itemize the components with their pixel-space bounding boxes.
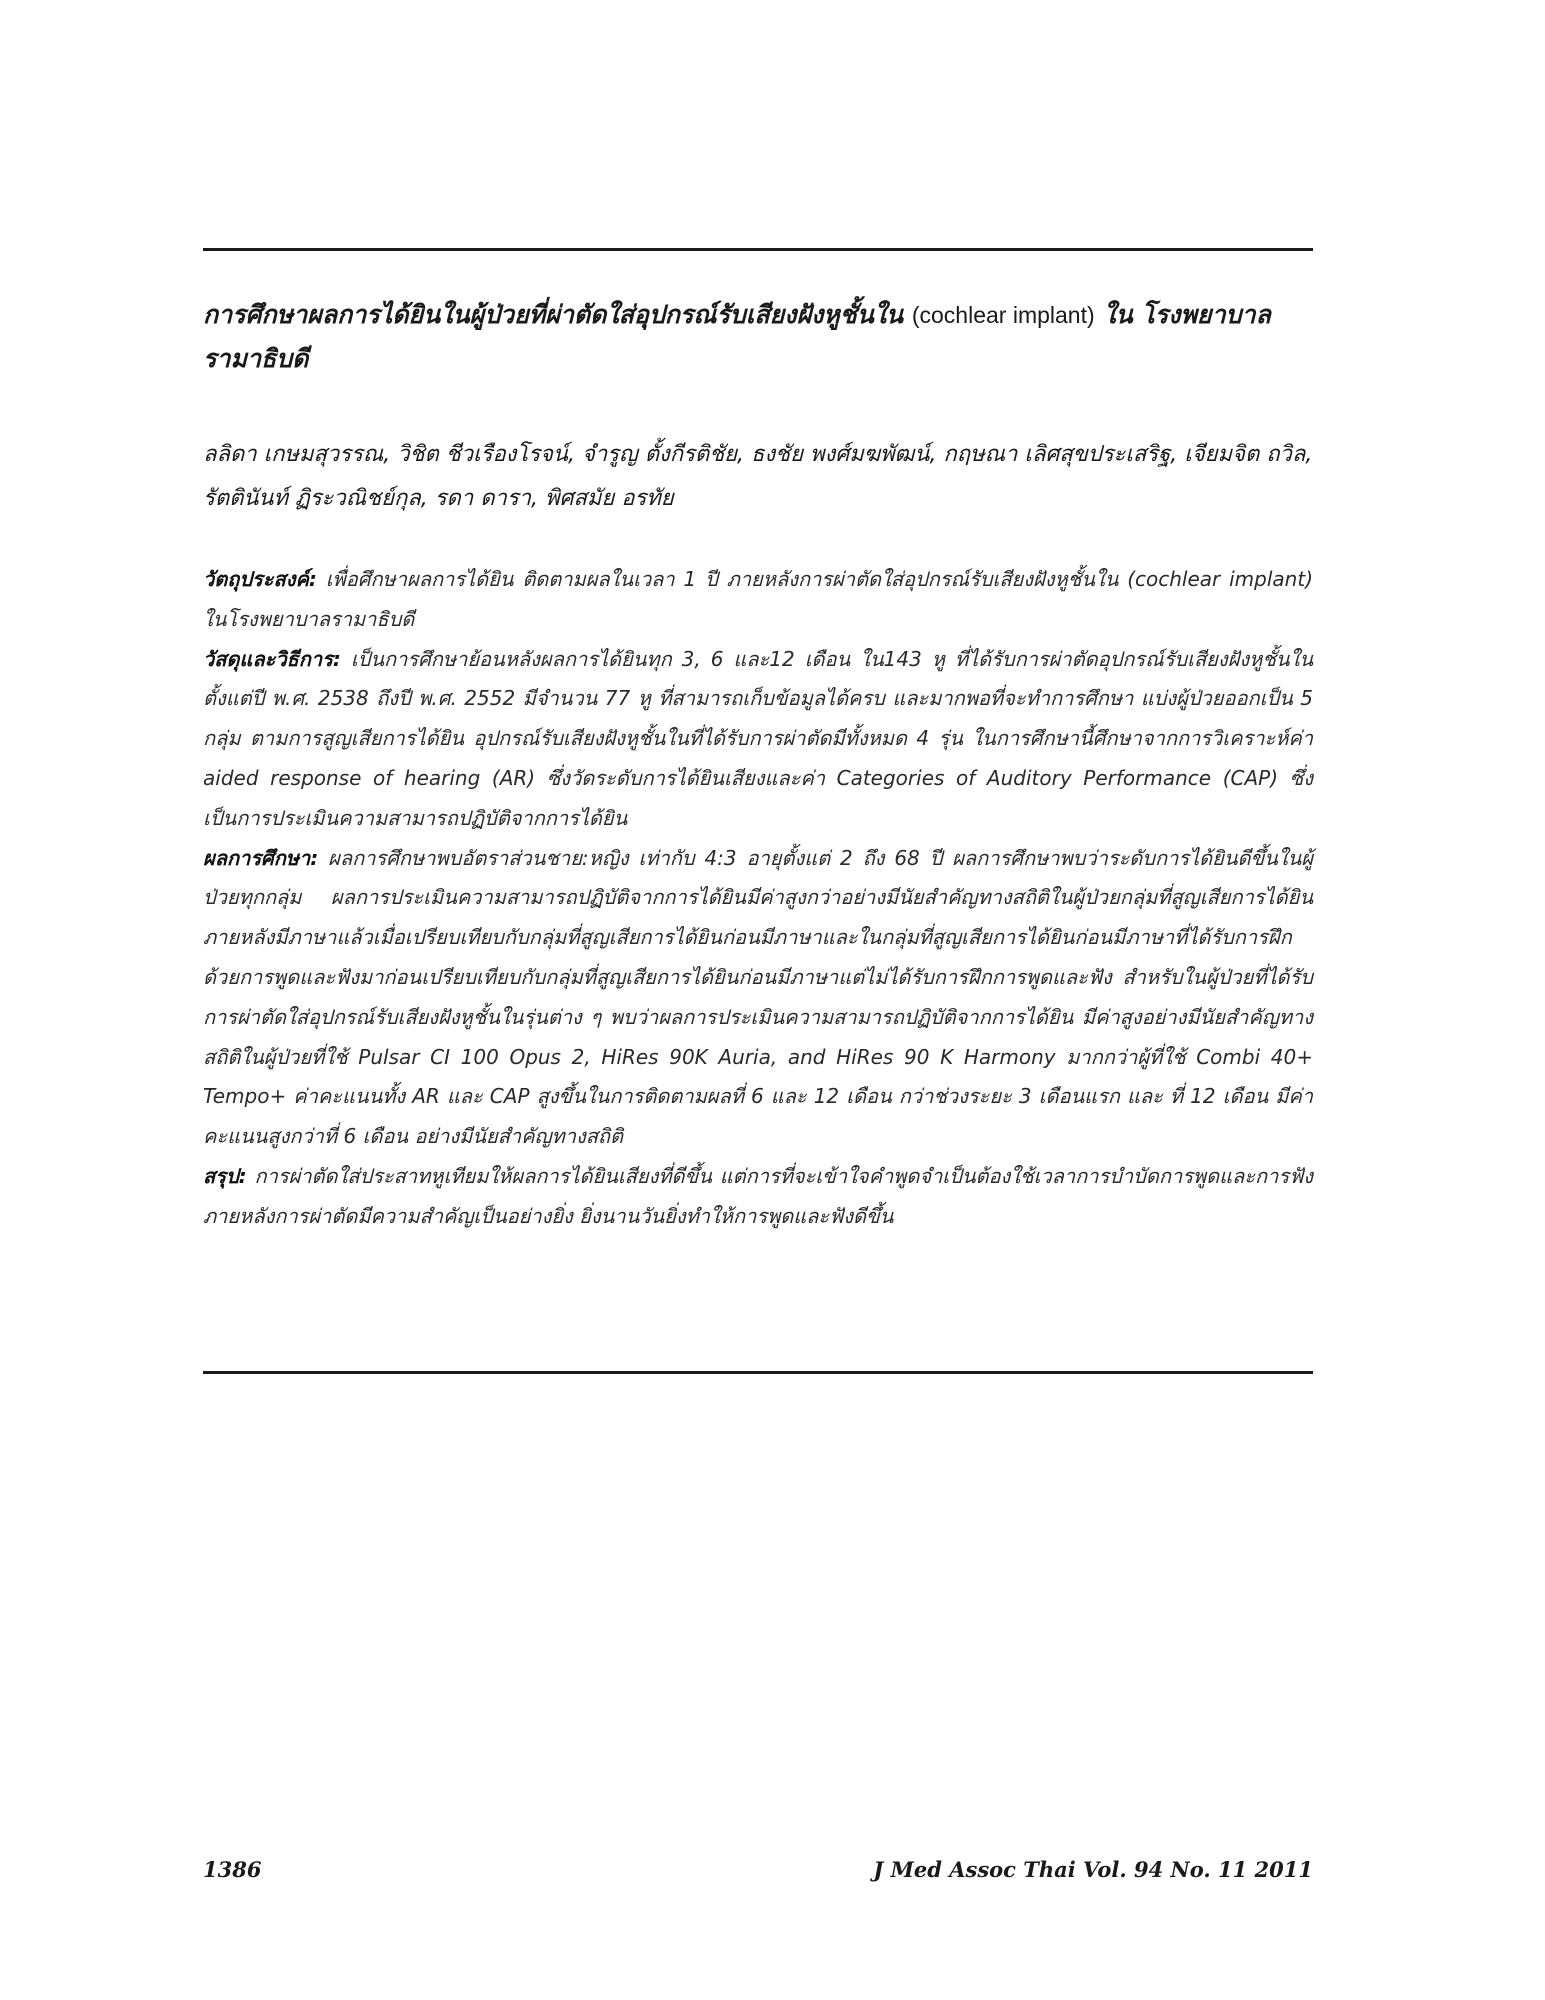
title-thai-part-1: การศึกษาผลการได้ยินในผู้ป่วยที่ผ่าตัดใส่อุปกรณ์รับเสียงฝังหูชั้นใน	[203, 300, 904, 329]
journal-citation: J Med Assoc Thai Vol. 94 No. 11 2011	[873, 1857, 1313, 1882]
methods-label: วัสดุและวิธีการ:	[203, 646, 341, 671]
abstract-methods	[203, 640, 1313, 839]
article-title	[203, 293, 1313, 381]
objective-label: วัตถุประสงค์:	[203, 567, 317, 591]
results-label: ผลการศึกษา:	[203, 845, 319, 870]
conclusion-label: สรุป:	[203, 1163, 247, 1188]
conclusion-text: การผ่าตัดใส่ประสาทหูเทียมให้ผลการได้ยินเสียงที่ดีขึ้น แต่การที่จะเข้าใจคำพูดจำเป็นต้องใช้เวลาการบำบัดการพูดและการฟังภายหลังการผ่าตัดมีความสำคัญเป็นอย่างยิ่ง ยิ่งนานวันยิ่งทำให้การพูดและฟังดีขึ้น	[203, 1163, 1313, 1228]
results-text: ผลการศึกษาพบอัตราส่วนชาย:หญิง เท่ากับ 4:3 อายุตั้งแต่ 2 ถึง 68 ปี ผลการศึกษาพบว่าระดับการได้ยินดีขึ้นในผู้ป่วยทุกกลุ่ม ผลการประเมินความสามารถปฏิบัติจากการได้ยินมีค่าสูงกว่าอย่างมีนัยสำคัญทางสถิติในผู้ป่วยกลุ่มที่สูญเสียการได้ยินภายหลังมีภาษาแล้วเมื่อเปรียบเทียบกับกลุ่มที่สูญเสียการได้ยินก่อนมีภาษาและในกลุ่มที่สูญเสียการได้ยินก่อนมีภาษาที่ได้รับการฝึกด้วยการพูดและฟังมาก่อนเปรียบเทียบกับกลุ่มที่สูญเสียการได้ยินก่อนมีภาษาแต่ไม่ได้รับการฝึกการพูดและฟัง สำหรับในผู้ป่วยที่ได้รับการผ่าตัดใส่อุปกรณ์รับเสียงฝังหูชั้นในรุ่นต่าง ๆ พบว่าผลการประเมินความสามารถปฏิบัติจากการได้ยิน มีค่าสูงอย่างมีนัยสำคัญทางสถิติในผู้ป่วยที่ใช้ Pulsar CI 100 Opus 2, HiRes 90K Auria, and HiRes 90 K Harmony มากกว่าผู้ที่ใช้ Combi 40+ Tempo+ ค่าคะแนนทั้ง AR และ CAP สูงขึ้นในการติดตามผลที่ 6 และ 12 เดือน กว่าช่วงระยะ 3 เดือนแรก และ ที่ 12 เดือน มีค่าคะแนนสูงกว่าที่ 6 เดือน อย่างมีนัยสำคัญทางสถิติ	[203, 845, 1313, 1149]
title-latin-term: (cochlear implant)	[911, 302, 1095, 328]
top-divider	[203, 248, 1313, 251]
objective-text: เพื่อศึกษาผลการได้ยิน ติดตามผลในเวลา 1 ปี ภายหลังการผ่าตัดใส่อุปกรณ์รับเสียงฝังหูชั้นใน (cochlear implant) ในโรงพยาบาลรามาธิบดี	[203, 567, 1313, 631]
abstract-results	[203, 839, 1313, 1157]
title-thai-part-2: ใน โรงพยาบาลรามาธิบดี	[203, 300, 1271, 373]
abstract-objective	[203, 560, 1313, 640]
abstract-conclusion	[203, 1157, 1313, 1237]
page-number: 1386	[203, 1857, 262, 1882]
abstract	[203, 560, 1313, 1237]
bottom-divider	[203, 1371, 1313, 1374]
methods-text: เป็นการศึกษาย้อนหลังผลการได้ยินทุก 3, 6 และ12 เดือน ใน143 หู ที่ได้รับการผ่าตัดอุปกรณ์รับเสียงฝังหูชั้นใน ตั้งแต่ปี พ.ศ. 2538 ถึงปี พ.ศ. 2552 มีจำนวน 77 หู ที่สามารถเก็บข้อมูลได้ครบ และมากพอที่จะทำการศึกษา แบ่งผู้ป่วยออกเป็น 5 กลุ่ม ตามการสูญเสียการได้ยิน อุปกรณ์รับเสียงฝังหูชั้นในที่ได้รับการผ่าตัดมีทั้งหมด 4 รุ่น ในการศึกษานี้ศึกษาจากการวิเคราะห์ค่า aided response of hearing (AR) ซึ่งวัดระดับการได้ยินเสียงและค่า Categories of Auditory Performance (CAP) ซึ่งเป็นการประเมินความสามารถปฏิบัติจากการได้ยิน	[203, 646, 1314, 830]
author-list: ลลิดา เกษมสุวรรณ, วิชิต ชีวเรืองโรจน์, จำรูญ ตั้งกีรติชัย, ธงชัย พงศ์มฆพัฒน์, กฤษณา เลิศสุขประเสริฐ, เจียมจิต ถวิล, รัตตินันท์ ฏิระวณิชย์กุล, รดา ดารา, พิศสมัย อรทัย	[203, 442, 1313, 511]
